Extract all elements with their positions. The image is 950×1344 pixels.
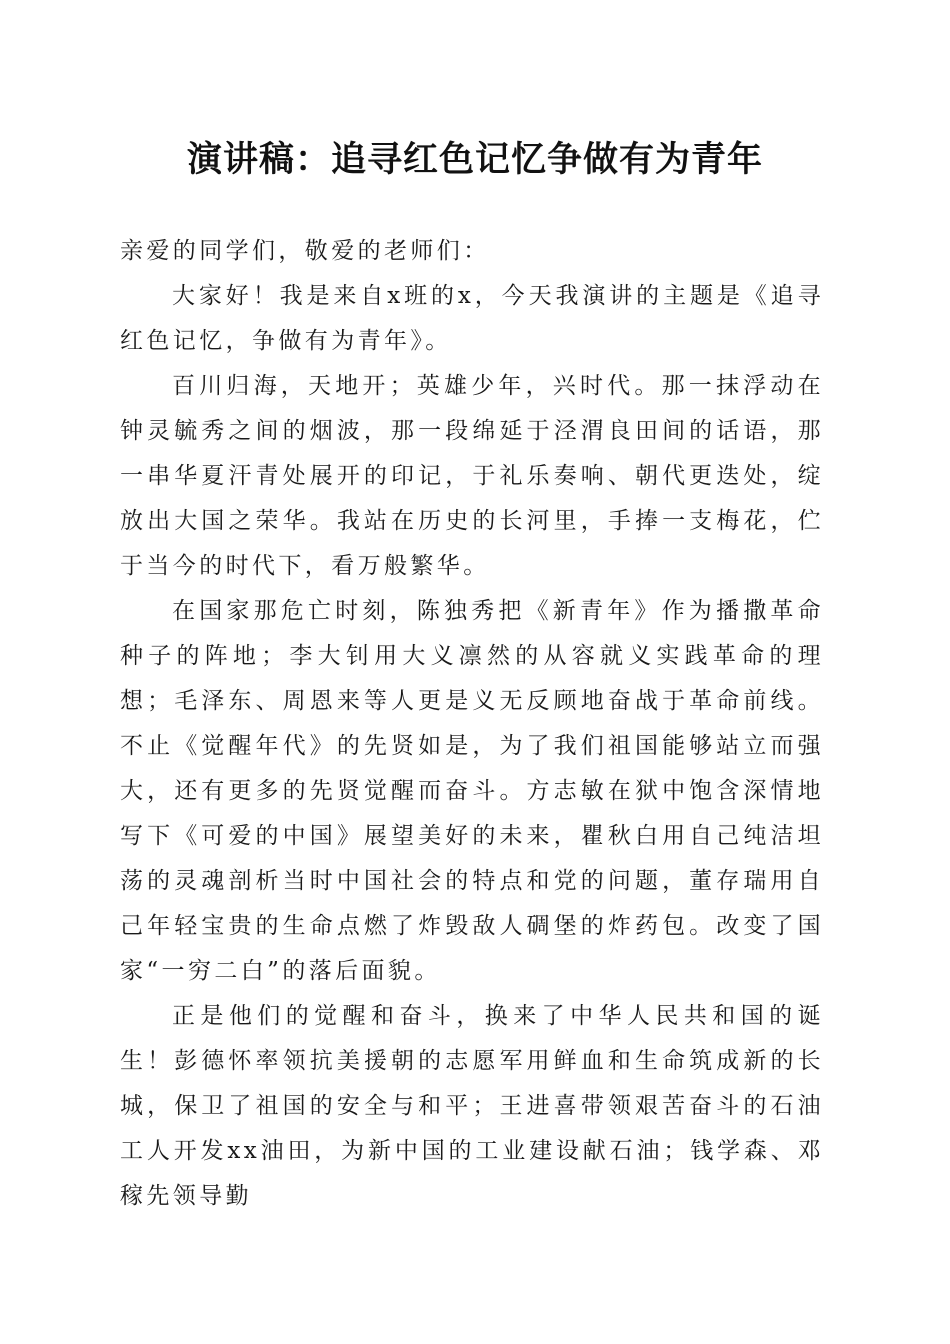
paragraph-1: 大家好！我是来自x班的x，今天我演讲的主题是《追寻红色记忆，争做有为青年》。 [120, 283, 824, 354]
paragraph-4: 正是他们的觉醒和奋斗，换来了中华人民共和国的诞生！彭德怀率领抗美援朝的志愿军用鲜血和生命筑成新的长城，保卫了祖国的安全与和平；王进喜带领艰苦奋斗的石油工人开发xx油田，为新中国的工业建设献石油；钱学森、邓稼先领导勤 [120, 1003, 824, 1209]
document-title: 演讲稿：追寻红色记忆争做有为青年 [186, 139, 763, 180]
document-body [120, 229, 824, 1219]
salutation: 亲爱的同学们，敬爱的老师们： [120, 238, 490, 264]
paragraph-3: 在国家那危亡时刻，陈独秀把《新青年》作为播撒革命种子的阵地；李大钊用大义凛然的从容就义实践革命的理想；毛泽东、周恩来等人更是义无反顾地奋战于革命前线。不止《觉醒年代》的先贤如是，为了我们祖国能够站立而强大，还有更多的先贤觉醒而奋斗。方志敏在狱中饱含深情地写下《可爱的中国》展望美好的未来，瞿秋白用自己纯洁坦荡的灵魂剖析当时中国社会的特点和党的问题，董存瑞用自己年轻宝贵的生命点燃了炸毁敌人碉堡的炸药包。改变了国家“一穷二白”的落后面貌。 [120, 598, 824, 984]
paragraph-2: 百川归海，天地开；英雄少年，兴时代。那一抹浮动在钟灵毓秀之间的烟波，那一段绵延于泾渭良田间的话语，那一串华夏汗青处展开的印记，于礼乐奏响、朝代更迭处，绽放出大国之荣华。我站在历史的长河里，手捧一支梅花，伫于当今的时代下，看万般繁华。 [120, 373, 824, 579]
